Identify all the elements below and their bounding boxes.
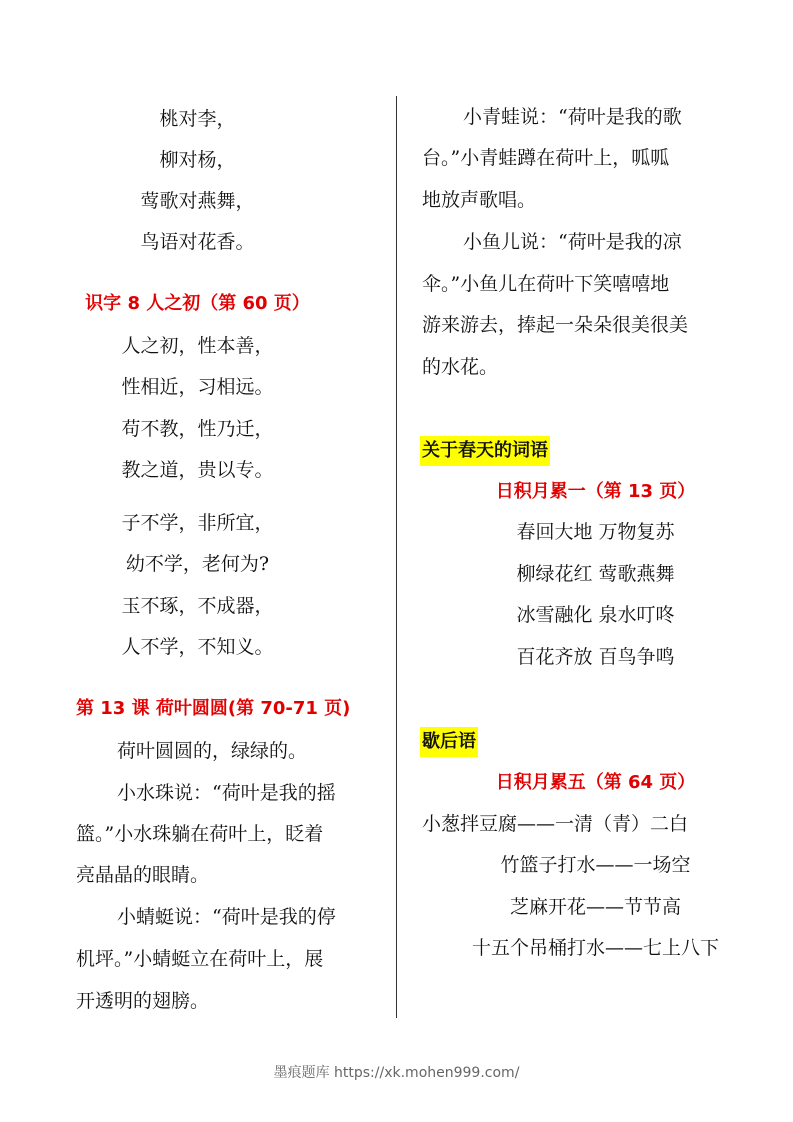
text-line: 机坪。”小蜻蜓立在荷叶上，展 xyxy=(76,948,324,970)
text-line: 游来游去，捧起一朵朵很美很美 xyxy=(422,314,689,336)
text-line: 亮晶晶的眼睛。 xyxy=(76,864,210,886)
poem-line: 柳对杨， xyxy=(159,149,236,171)
verse-line: 子不学，非所宜， xyxy=(121,512,274,534)
text-line: 的水花。 xyxy=(422,356,499,378)
idiom-line: 春回大地 万物复苏 xyxy=(516,521,675,543)
text-line: 小蜻蜓说：“荷叶是我的停 xyxy=(117,906,336,928)
verse-line: 教之道，贵以专。 xyxy=(121,459,274,481)
poem-line: 桃对李， xyxy=(159,108,236,130)
footer-watermark: 墨痕题库 https://xk.mohen999.com/ xyxy=(273,1065,520,1081)
text-line: 开透明的翅膀。 xyxy=(76,990,210,1012)
column-divider xyxy=(396,96,397,1018)
verse-line: 苟不教，性乃迁， xyxy=(121,418,274,440)
idiom-line: 百花齐放 百鸟争鸣 xyxy=(516,646,675,668)
text-line: 伞。”小鱼儿在荷叶下笑嘻嘻地 xyxy=(422,273,670,295)
saying-line: 十五个吊桶打水——七上八下 xyxy=(471,937,719,959)
text-line: 小鱼儿说：“荷叶是我的凉 xyxy=(463,231,682,253)
text-line: 篮。”小水珠躺在荷叶上，眨着 xyxy=(76,823,324,845)
verse-line: 性相近，习相远。 xyxy=(121,376,274,398)
saying-line: 芝麻开花——节节高 xyxy=(509,896,681,918)
verse-line: 人之初，性本善， xyxy=(121,335,274,357)
lesson8-heading: 识字 8 人之初（第 60 页） xyxy=(85,293,310,314)
xiehouyu-heading: 日积月累五（第 64 页） xyxy=(495,772,696,793)
verse-line: 幼不学，老何为? xyxy=(125,553,270,575)
saying-line: 小葱拌豆腐——一清（青）二白 xyxy=(422,813,689,835)
poem-line: 莺歌对燕舞， xyxy=(140,190,255,212)
verse-line: 人不学，不知义。 xyxy=(121,636,274,658)
verse-line: 玉不琢，不成器， xyxy=(121,595,274,617)
text-line: 小水珠说：“荷叶是我的摇 xyxy=(117,782,336,804)
spring-heading: 日积月累一（第 13 页） xyxy=(495,481,696,502)
spring-words-title: 关于春天的词语 xyxy=(420,436,550,466)
text-line: 小青蛙说：“荷叶是我的歌 xyxy=(463,106,682,128)
text-line: 地放声歌唱。 xyxy=(422,189,537,211)
idiom-line: 柳绿花红 莺歌燕舞 xyxy=(516,563,675,585)
text-line: 荷叶圆圆的，绿绿的。 xyxy=(117,740,308,762)
poem-line: 鸟语对花香。 xyxy=(140,231,255,253)
lesson13-heading: 第 13 课 荷叶圆圆(第 70-71 页) xyxy=(76,698,351,719)
saying-line: 竹篮子打水——一场空 xyxy=(500,854,691,876)
idiom-line: 冰雪融化 泉水叮咚 xyxy=(516,604,675,626)
xiehouyu-title: 歇后语 xyxy=(420,727,478,757)
text-line: 台。”小青蛙蹲在荷叶上，呱呱 xyxy=(422,147,670,169)
